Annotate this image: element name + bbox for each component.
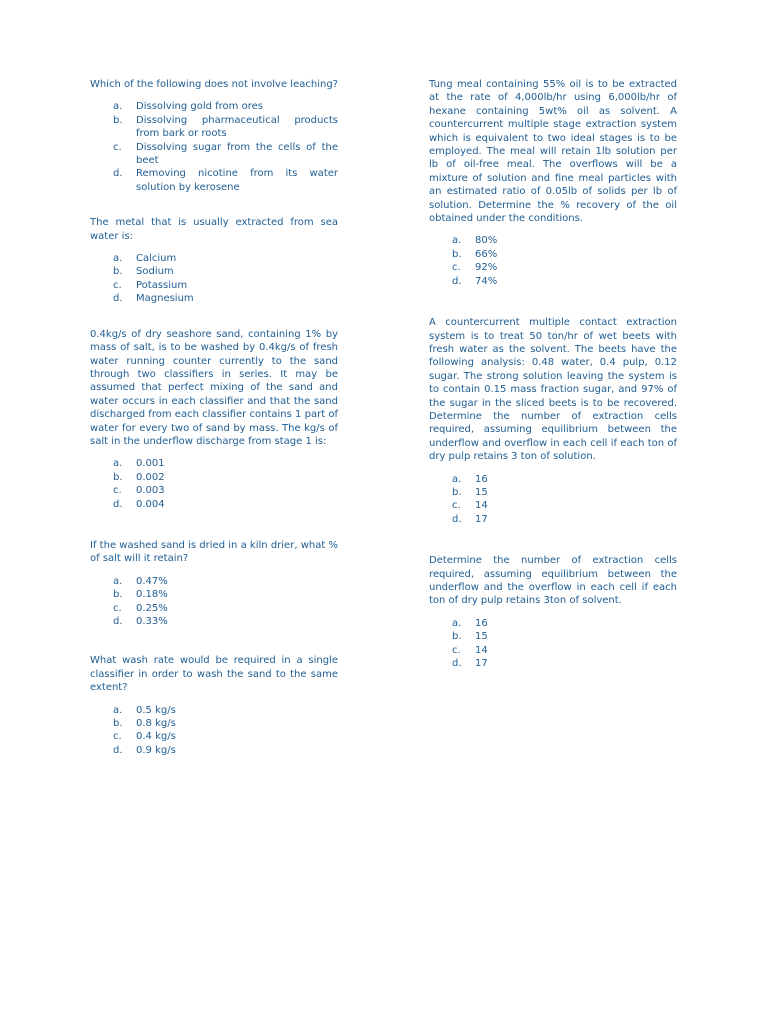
option-text: 66% [475, 248, 498, 260]
answer-option [90, 471, 338, 484]
answer-option [90, 744, 338, 757]
option-text: 16 [475, 473, 488, 485]
answer-options [429, 234, 677, 288]
option-text: 0.001 [136, 458, 165, 470]
option-text: 0.8 kg/s [136, 718, 176, 730]
answer-options [429, 617, 677, 671]
answer-option [429, 248, 677, 261]
answer-option [429, 644, 677, 657]
answer-option [90, 730, 338, 743]
option-letter: c. [452, 500, 461, 512]
option-letter: c. [113, 731, 122, 743]
question-text: If the washed sand is dried in a kiln drier, what % of salt will it retain? [90, 539, 338, 565]
answer-option [90, 167, 338, 194]
left-column [90, 78, 338, 757]
answer-option [90, 100, 338, 113]
option-text: Sodium [136, 266, 174, 278]
answer-option [90, 279, 338, 292]
question-item [429, 316, 677, 526]
right-column [429, 78, 677, 670]
option-text: Calcium [136, 253, 177, 265]
option-text: Potassium [136, 279, 188, 291]
option-letter: d. [452, 658, 462, 670]
answer-option [90, 717, 338, 730]
option-letter: b. [113, 718, 123, 730]
answer-option [90, 704, 338, 717]
answer-option [90, 252, 338, 265]
option-letter: a. [452, 617, 462, 629]
option-letter: b. [113, 266, 123, 278]
option-text: Magnesium [136, 293, 194, 305]
option-letter: b. [113, 114, 123, 126]
option-letter: c. [452, 644, 461, 656]
option-text: 74% [475, 275, 498, 287]
option-text: 14 [475, 644, 488, 656]
option-letter: d. [113, 168, 123, 180]
answer-options [90, 252, 338, 306]
option-text: 0.003 [136, 485, 165, 497]
option-letter: a. [113, 458, 123, 470]
option-text: 0.25% [136, 602, 168, 614]
answer-option [429, 657, 677, 670]
option-text: Removing nicotine from its water solution by kerosene [136, 168, 338, 193]
question-item [90, 328, 338, 511]
answer-options [90, 575, 338, 629]
option-letter: c. [113, 141, 122, 153]
option-letter: c. [113, 279, 122, 291]
option-letter: a. [113, 253, 123, 265]
answer-option [90, 615, 338, 628]
answer-option [90, 265, 338, 278]
option-letter: d. [452, 513, 462, 525]
question-item [90, 539, 338, 628]
option-letter: b. [452, 631, 462, 643]
option-text: 0.18% [136, 589, 168, 601]
answer-option [90, 141, 338, 168]
question-text: 0.4kg/s of dry seashore sand, containing 1% by mass of salt, is to be washed by 0.4kg/s of fresh water running counter currently to the sand through two classifiers in series. It may be assumed that perfect mixing of the sand and water occurs in each classifier and that the sand discharged from each classifier contains 1 part of water for every two of sand by mass. The kg/s of salt in the underflow discharge from stage 1 is: [90, 328, 338, 447]
option-letter: b. [113, 471, 123, 483]
answer-option [90, 457, 338, 470]
option-text: 0.9 kg/s [136, 744, 176, 756]
answer-option [90, 588, 338, 601]
option-text: 17 [475, 513, 488, 525]
option-text: Dissolving sugar from the cells of the beet [136, 141, 338, 167]
option-text: 15 [475, 631, 488, 643]
answer-option [429, 261, 677, 274]
option-letter: a. [113, 704, 123, 716]
option-letter: a. [113, 101, 123, 113]
question-text: Tung meal containing 55% oil is to be extracted at the rate of 4,000lb/hr using 6,000lb/hr of hexane containing 5wt% oil as solvent. A countercurrent multiple stage extraction system which is equivalent to two ideal stages is to be employed. The meal will retain 1lb solution per lb of oil-free meal. The overflows will be a mixture of solution and fine meal particles with an estimated ratio of 0.05lb of solids per lb of solution. Determine the % recovery of the oil obtained under the conditions. [429, 79, 677, 225]
answer-options [90, 100, 338, 194]
option-text: Dissolving pharmaceutical products from bark or roots [136, 114, 338, 140]
option-letter: a. [452, 235, 462, 247]
option-letter: a. [113, 575, 123, 587]
answer-option [90, 498, 338, 511]
option-text: 0.002 [136, 471, 165, 483]
option-text: 80% [475, 235, 498, 247]
option-text: 0.4 kg/s [136, 731, 176, 743]
option-letter: c. [113, 602, 122, 614]
option-letter: b. [452, 248, 462, 260]
answer-options [90, 457, 338, 511]
option-letter: c. [113, 485, 122, 497]
option-letter: a. [452, 473, 462, 485]
answer-option [90, 292, 338, 305]
option-letter: d. [452, 275, 462, 287]
option-text: 92% [475, 262, 498, 274]
answer-option [90, 575, 338, 588]
option-text: Dissolving gold from ores [136, 101, 263, 113]
question-text: The metal that is usually extracted from sea water is: [90, 217, 338, 242]
question-item [90, 216, 338, 305]
question-item [90, 654, 338, 757]
option-text: 16 [475, 617, 488, 629]
option-letter: b. [452, 486, 462, 498]
answer-option [90, 602, 338, 615]
option-text: 0.33% [136, 616, 168, 627]
question-item [90, 78, 338, 194]
answer-option [429, 275, 677, 288]
option-text: 14 [475, 500, 488, 512]
option-text: 0.47% [136, 575, 168, 587]
answer-options [429, 473, 677, 527]
option-letter: c. [452, 262, 461, 274]
question-text: Which of the following does not involve leaching? [90, 79, 338, 90]
question-text: Determine the number of extraction cells required, assuming equilibrium between the underflow and the overflow in each cell if each ton of dry pulp retains 3ton of solvent. [429, 555, 677, 607]
question-text: What wash rate would be required in a single classifier in order to wash the sand to the same extent? [90, 655, 338, 694]
answer-option [429, 513, 677, 526]
option-letter: d. [113, 293, 123, 305]
answer-option [90, 484, 338, 497]
question-item [429, 78, 677, 288]
option-text: 0.5 kg/s [136, 704, 176, 716]
option-letter: d. [113, 498, 123, 510]
answer-option [429, 630, 677, 643]
option-text: 0.004 [136, 498, 165, 510]
answer-option [429, 499, 677, 512]
question-item [429, 554, 677, 670]
answer-option [429, 473, 677, 486]
answer-option [429, 617, 677, 630]
option-text: 17 [475, 658, 488, 670]
option-letter: b. [113, 589, 123, 601]
answer-option [429, 486, 677, 499]
option-letter: d. [113, 744, 123, 756]
option-text: 15 [475, 486, 488, 498]
answer-option [429, 234, 677, 247]
answer-options [90, 704, 338, 758]
answer-option [90, 114, 338, 141]
question-text: A countercurrent multiple contact extraction system is to treat 50 ton/hr of wet beets with fresh water as the solvent. The beets have the following analysis: 0.48 water, 0.4 pulp, 0.12 sugar. The strong solution leaving the system is to contain 0.15 mass fraction sugar, and 97% of the sugar in the sliced beets is to be recovered. Determine the number of extraction cells required, assuming equilibrium between the underflow and overflow in each cell if each ton of dry pulp retains 3 ton of solution. [429, 317, 677, 463]
option-letter: d. [113, 616, 123, 627]
